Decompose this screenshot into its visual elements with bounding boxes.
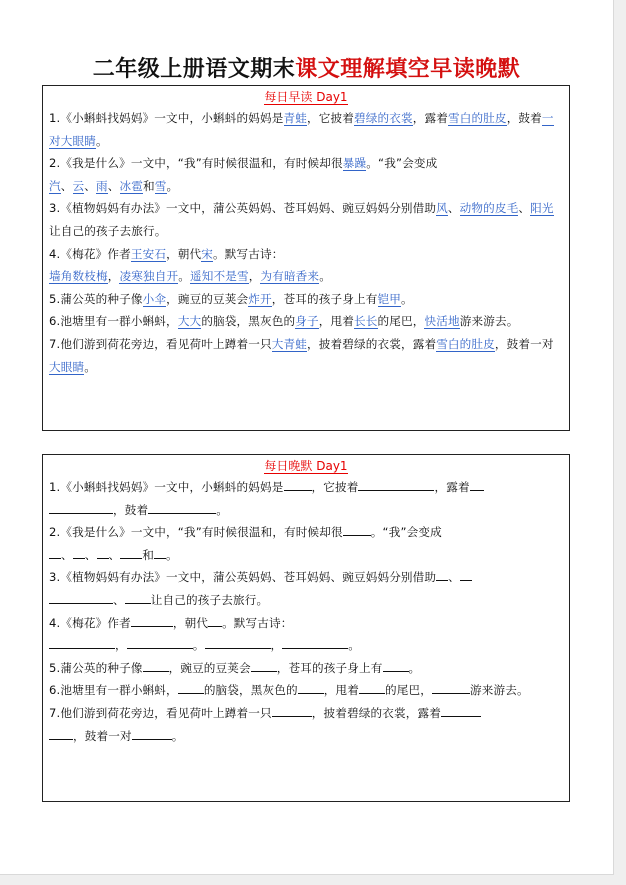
answer: 快活地 [424,314,460,329]
morning-question-7 [49,333,563,378]
text: 和 [142,547,154,562]
answer: 青蛙 [283,111,307,125]
text: 。默写古诗： [222,615,293,630]
page-title [0,52,613,83]
text: 。 [216,502,228,517]
answer: 大大 [177,314,202,329]
evening-question-3 [49,566,563,611]
text: 4.《梅花》作者 [49,615,131,630]
text: 、 [518,201,531,216]
text: ，鼓着 [506,111,542,125]
text: 2.《我是什么》一文中，“我”有时候很温和，有时候却很 [49,525,343,540]
answer-blank[interactable] [282,635,348,649]
answer-blank[interactable] [432,680,470,694]
text: 和 [143,178,155,193]
evening-dictation-box [42,454,570,802]
text: 、 [84,547,97,562]
title-black-part: 二年级上册语文期末 [92,57,296,82]
answer-blank[interactable] [208,613,222,627]
text: 3.《植物妈妈有办法》一文中，蒲公英妈妈、苍耳妈妈、豌豆妈妈分别借助 [49,201,437,216]
answer-blank[interactable] [49,635,115,649]
morning-heading [49,87,563,107]
text: ，豌豆的豆荚会 [168,660,251,675]
text: ，朝代 [172,615,209,630]
text: ， [107,269,120,284]
text: ， [115,638,127,653]
text: 。 [166,547,178,562]
text: 、 [61,547,73,562]
text: 、 [108,547,121,562]
text: ， [248,269,261,284]
text: ，苍耳的孩子身上有 [271,291,378,306]
text: 7.他们游到荷花旁边，看见荷叶上蹲着一只 [49,705,272,720]
answer-blank[interactable] [49,545,61,559]
answer: 雪白的肚皮 [436,336,495,351]
answer-blank[interactable] [131,613,173,627]
answer-blank[interactable] [251,658,277,672]
text: 3.《植物妈妈有办法》一文中，蒲公英妈妈、苍耳妈妈、豌豆妈妈分别借助 [49,570,437,585]
text: ，苍耳的孩子身上有 [276,660,383,675]
text: 。 [84,359,96,374]
text: 游来游去。 [459,314,519,329]
text: 。“我”会变成 [370,525,442,540]
answer-blank[interactable] [49,726,73,740]
answer: 一对大眼睛 [49,111,554,148]
answer: 大青蛙 [271,336,307,351]
answer-blank[interactable] [97,545,109,559]
answer: 动物的皮毛 [459,201,519,216]
morning-question-2 [49,152,563,197]
text: 、 [448,570,460,585]
text: ，朝代 [166,246,202,261]
evening-heading-text: 每日晚默 Day1 [264,459,348,473]
morning-question-1 [49,107,563,152]
text: 。 [408,660,421,675]
text: 。“我”会变成 [366,156,438,171]
morning-question-3 [49,197,563,242]
answer: 小伞 [142,291,167,306]
morning-reading-box [42,85,570,431]
answer-blank[interactable] [358,477,434,491]
text: 5.蒲公英的种子像 [49,660,143,675]
answer-blank[interactable] [470,477,484,491]
text: ，露着 [412,111,448,125]
answer-blank[interactable] [132,726,172,740]
evening-question-6 [49,679,563,702]
answer: 阳光 [530,201,554,216]
answer: 冰雹 [119,178,143,193]
text: ， [270,638,283,653]
text: 、 [107,178,120,193]
answer-blank[interactable] [49,500,113,514]
morning-question-6 [49,310,563,333]
answer-blank[interactable] [143,658,169,672]
poem-line: 墙角数枝梅 [49,269,108,284]
answer-blank[interactable] [120,545,142,559]
evening-heading [49,456,563,476]
answer: 风 [436,201,448,216]
answer: 云 [72,178,85,193]
answer: 大眼睛 [49,359,85,374]
answer-blank[interactable] [49,590,113,604]
text: 4.《梅花》作者 [49,246,131,261]
text: ，鼓着一对 [494,336,554,351]
answer-blank[interactable] [205,635,271,649]
evening-question-7 [49,702,563,747]
text: ，它披着 [307,111,354,125]
text: 。 [166,178,179,193]
text: 。 [192,638,205,653]
text: 。 [348,638,360,653]
text: 。 [178,269,190,284]
evening-question-5 [49,657,563,680]
evening-question-1 [49,476,563,521]
title-red-part: 课文理解填空早读晚默 [295,57,521,82]
text: 。默写古诗： [213,246,284,261]
evening-question-2 [49,521,563,566]
text: 让自己的孩子去旅行。 [150,592,269,607]
text: 的脑袋，黑灰色的 [203,683,298,698]
text: 1.《小蝌蚪找妈妈》一文中，小蝌蚪的妈妈是 [49,480,284,494]
text: ，露着 [434,480,470,494]
text: 6.池塘里有一群小蝌蚪， [49,314,178,329]
text: ，披着碧绿的衣裳，露着 [307,336,437,351]
text: ，鼓着一对 [73,728,132,743]
answer: 汽 [49,178,61,193]
text: ，它披着 [311,480,359,494]
answer-blank[interactable] [127,635,193,649]
answer: 长长 [354,314,378,329]
text: ，甩着 [323,683,359,698]
text: ，豌豆的豆荚会 [166,291,249,306]
answer-blank[interactable] [343,522,371,536]
poem-line: 凌寒独自开 [119,269,179,284]
text: 、 [60,178,73,193]
text: 2.《我是什么》一文中，“我”有时候很温和，有时候却很 [49,156,343,171]
evening-question-4 [49,612,563,657]
answer-blank[interactable] [436,567,448,581]
text: ，披着碧绿的衣裳，露着 [311,705,441,720]
text: 、 [113,592,125,607]
answer-blank[interactable] [125,590,151,604]
answer: 身子 [295,314,319,329]
text: 7.他们游到荷花旁边，看见荷叶上蹲着一只 [49,336,272,351]
answer: 暴躁 [342,156,367,171]
answer: 雪白的肚皮 [447,111,507,125]
answer: 王安石 [130,246,167,261]
text: 让自己的孩子去旅行。 [49,223,167,238]
poem-line: 为有暗香来 [260,269,320,284]
answer-blank[interactable] [441,703,481,717]
answer: 碧绿的衣裳 [353,111,413,125]
morning-question-4 [49,243,563,288]
answer: 雪 [154,178,167,193]
text: 。 [319,269,331,284]
answer-blank[interactable] [359,680,385,694]
morning-question-5 [49,288,563,311]
answer-blank[interactable] [148,500,216,514]
text: 。 [95,133,108,148]
text: 游来游去。 [469,683,529,698]
answer: 雨 [96,178,108,193]
answer-blank[interactable] [298,680,324,694]
text: 。 [401,291,413,306]
answer-blank[interactable] [383,658,409,672]
morning-heading-text: 每日早读 Day1 [264,90,348,104]
text: 、 [447,201,460,216]
text: 、 [84,178,96,193]
answer-blank[interactable] [460,567,472,581]
text: 的尾巴， [377,314,425,329]
answer: 铠甲 [377,291,401,306]
poem-line: 遥知不是雪 [189,269,249,284]
text: 的尾巴， [385,683,432,698]
text: ，鼓着 [113,502,149,517]
answer-blank[interactable] [178,680,204,694]
text: ，甩着 [318,314,354,329]
answer-blank[interactable] [284,477,312,491]
answer-blank[interactable] [272,703,312,717]
text: 的脑袋，黑灰色的 [201,314,296,329]
text: 5.蒲公英的种子像 [49,291,143,306]
answer: 宋 [201,246,214,261]
text: 1.《小蝌蚪找妈妈》一文中，小蝌蚪的妈妈是 [49,111,284,125]
text: 6.池塘里有一群小蝌蚪， [49,683,178,698]
text: 。 [171,728,184,743]
answer: 炸开 [248,291,272,306]
answer-blank[interactable] [73,545,85,559]
answer-blank[interactable] [154,545,166,559]
